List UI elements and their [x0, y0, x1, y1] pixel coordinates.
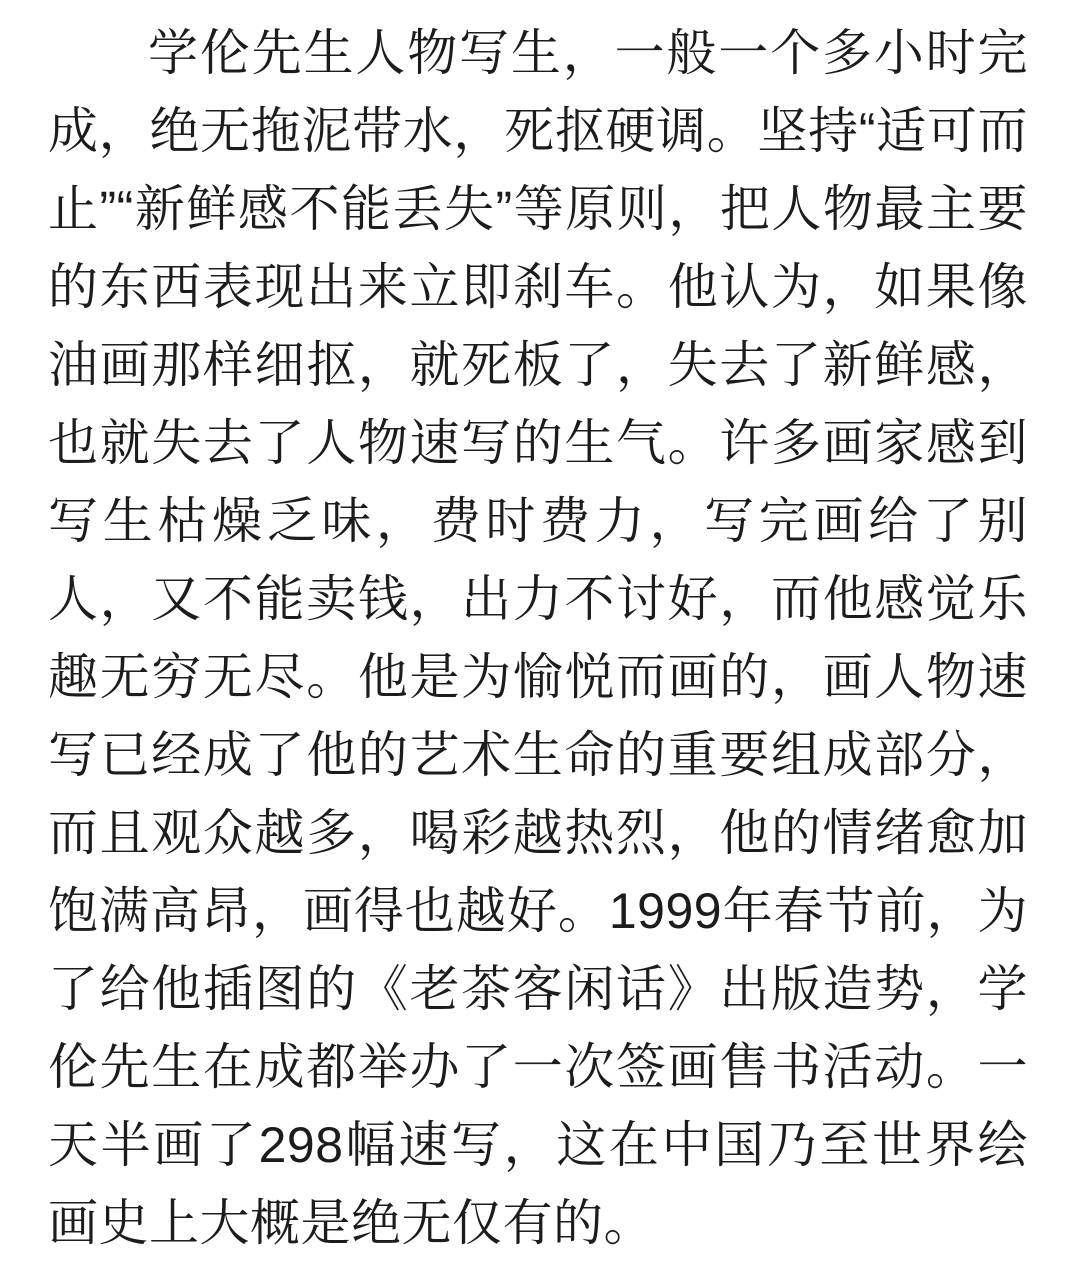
article-paragraph: 学伦先生人物写生，一般一个多小时完成，绝无拖泥带水，死抠硬调。坚持“适可而止”“新鲜感不能丢失”等原则，把人物最主要的东西表现出来立即刹车。他认为，如果像油画那样细抠，就死板了，失去了新鲜感，也就失去了人物速写的生气。许多画家感到写生枯燥乏味，费时费力，写完画给了别人，又不能卖钱，出力不讨好，而他感觉乐趣无穷无尽。他是为愉悦而画的，画人物速写已经成了他的艺术生命的重要组成部分，而且观众越多，喝彩越热烈，他的情绪愈加饱满高昂，画得也越好。1999年春节前，为了给他插图的《老茶客闲话》出版造势，学伦先生在成都举办了一次签画售书活动。一天半画了298幅速写，这在中国乃至世界绘画史上大概是绝无仅有的。	[48, 25, 1028, 1251]
